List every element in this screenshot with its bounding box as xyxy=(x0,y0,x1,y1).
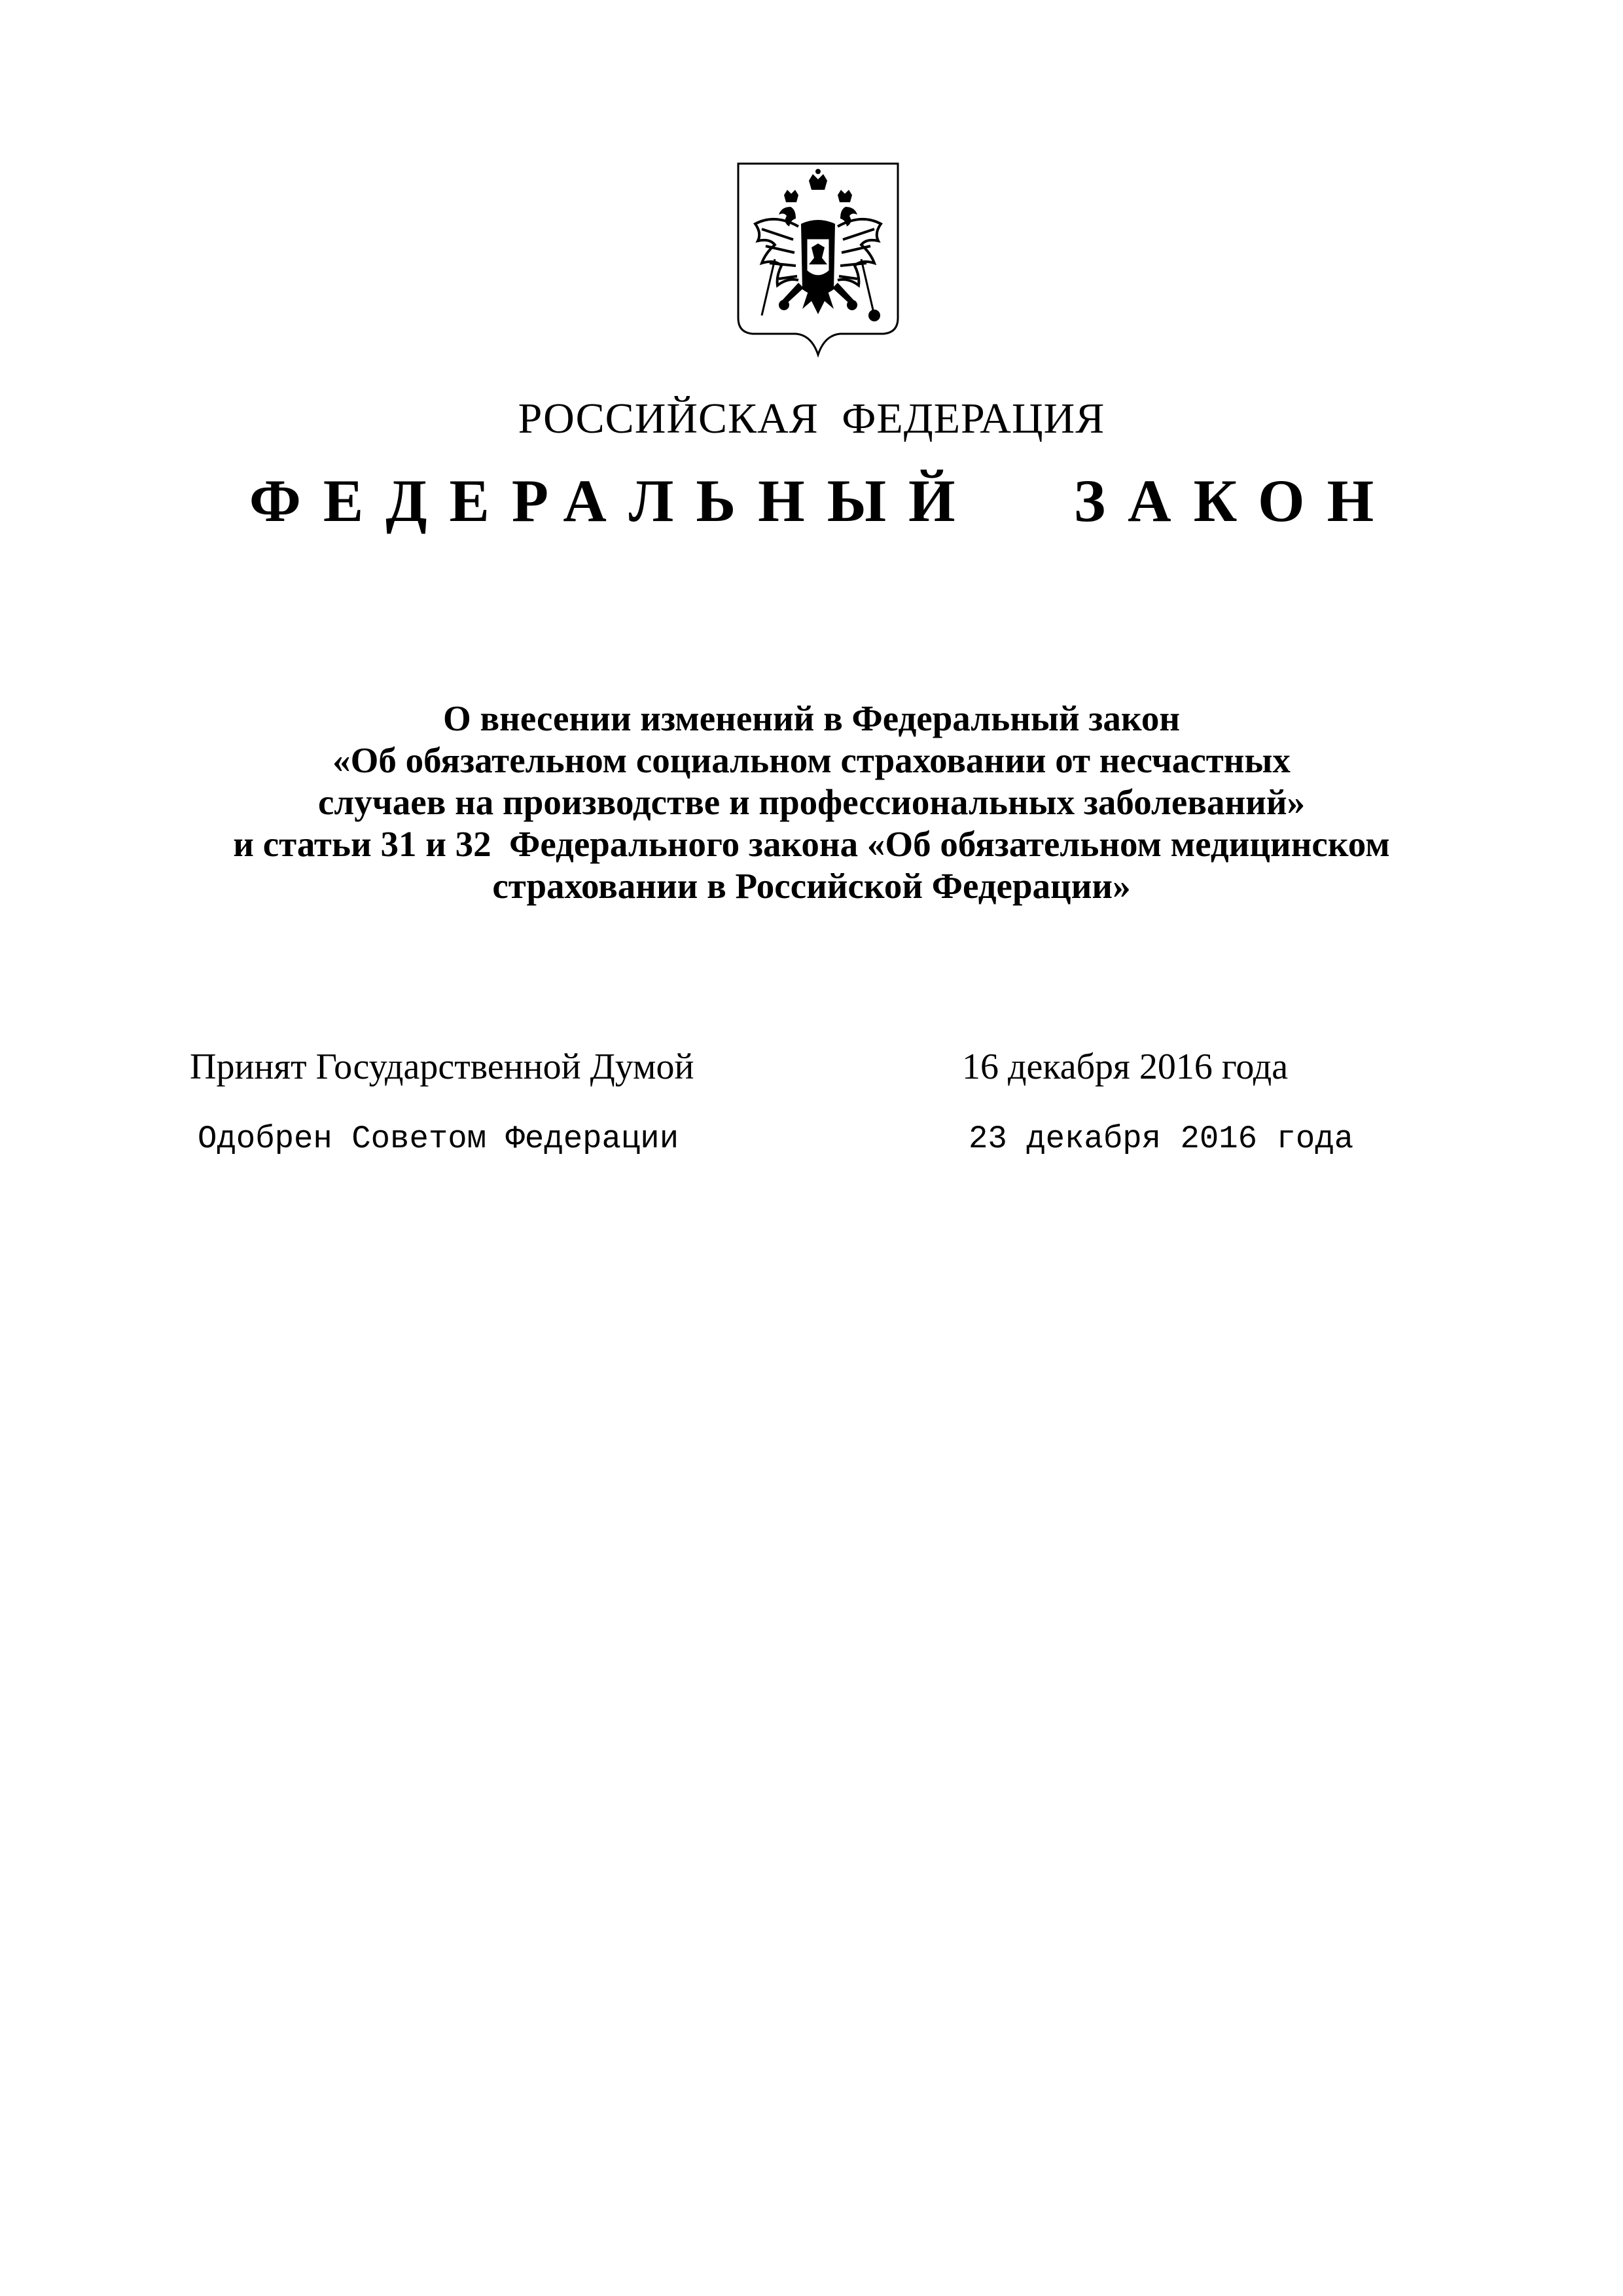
adoption-date-duma: 16 декабря 2016 года xyxy=(962,1047,1289,1087)
law-title-line: и статьи 31 и 32 Федерального закона «Об обязательном медицинском xyxy=(233,824,1390,864)
adoption-label-duma: Принят Государственной Думой xyxy=(190,1047,694,1087)
law-title-line: О внесении изменений в Федеральный закон xyxy=(442,698,1181,738)
adoption-row-council xyxy=(190,1113,1433,1165)
law-title-line: случаев на производстве и профессиональных заболеваний» xyxy=(317,782,1306,822)
law-title-line: «Об обязательном социальном страховании от несчастных xyxy=(332,740,1291,780)
law-title xyxy=(0,698,1623,907)
country-name: РОССИЙСКАЯ ФЕДЕРАЦИЯ xyxy=(518,395,1105,442)
law-title-line: страховании в Российской Федерации» xyxy=(492,866,1131,906)
adoption-date-council: 23 декабря 2016 года xyxy=(969,1121,1354,1157)
adoption-row-duma xyxy=(190,1041,1433,1093)
russian-coat-of-arms-icon xyxy=(736,161,901,357)
document-type-heading: ФЕДЕРАЛЬНЫЙ ЗАКОН xyxy=(249,467,1397,534)
adoption-label-council: Одобрен Советом Федерации xyxy=(198,1121,679,1157)
